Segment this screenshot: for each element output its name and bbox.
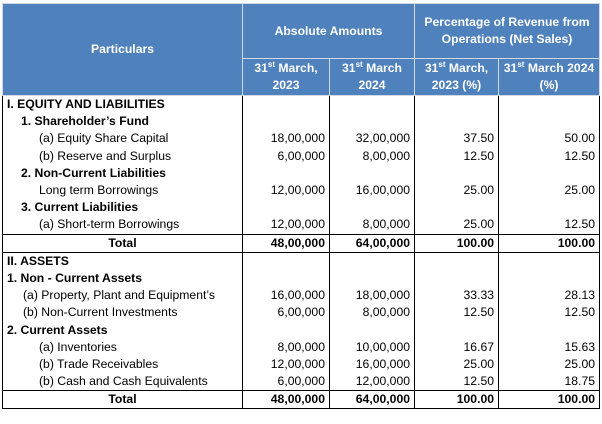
percent-2024: 12.50 [499, 148, 600, 165]
amount-2023: 6,00,000 [243, 148, 330, 165]
amount-2024: 8,00,000 [330, 148, 415, 165]
total-percent-2023: 100.00 [415, 234, 499, 252]
total-percent-2024: 100.00 [499, 391, 600, 409]
amount-2023: 6,00,000 [243, 304, 330, 321]
total-amount-2023: 48,00,000 [243, 391, 330, 409]
amount-2024: 8,00,000 [330, 216, 415, 234]
section-heading: II. ASSETS [3, 252, 243, 270]
amount-2024: 12,00,000 [330, 373, 415, 391]
amount-2023: 16,00,000 [243, 287, 330, 304]
percent-2023: 37.50 [415, 130, 499, 147]
common-size-balance-sheet-table [2, 3, 600, 409]
amount-2023: 18,00,000 [243, 130, 330, 147]
percent-2023: 33.33 [415, 287, 499, 304]
header-percentage-revenue: Percentage of Revenue from Operations (Net Sales) [415, 4, 600, 59]
percent-2024: 15.63 [499, 339, 600, 356]
percent-2023: 12.50 [415, 148, 499, 165]
total-amount-2023: 48,00,000 [243, 234, 330, 252]
total-percent-2024: 100.00 [499, 234, 600, 252]
table-row [3, 287, 600, 304]
row-label: (a) Short-term Borrowings [3, 216, 243, 234]
table-row [3, 182, 600, 199]
amount-2023: 6,00,000 [243, 373, 330, 391]
table-row [3, 270, 600, 287]
total-amount-2024: 64,00,000 [330, 234, 415, 252]
amount-2023: 12,00,000 [243, 356, 330, 373]
sub-heading: 3. Current Liabilities [3, 199, 243, 216]
row-label: (a) Property, Plant and Equipment’s [3, 287, 243, 304]
row-label: (b) Non-Current Investments [3, 304, 243, 321]
table-row [3, 373, 600, 391]
percent-2024: 28.13 [499, 287, 600, 304]
sub-heading: 2. Non-Current Liabilities [3, 165, 243, 182]
percent-2024: 25.00 [499, 356, 600, 373]
amount-2024: 18,00,000 [330, 287, 415, 304]
table-row [3, 252, 600, 270]
table-row [3, 216, 600, 234]
row-label: Long term Borrowings [3, 182, 243, 199]
row-label: (a) Inventories [3, 339, 243, 356]
sub-heading: 2. Current Assets [3, 321, 243, 338]
table-row [3, 148, 600, 165]
total-row [3, 391, 600, 409]
amount-2023: 12,00,000 [243, 182, 330, 199]
amount-2023: 8,00,000 [243, 339, 330, 356]
table-row [3, 199, 600, 216]
amount-2024: 32,00,000 [330, 130, 415, 147]
amount-2024: 8,00,000 [330, 304, 415, 321]
amount-2024: 16,00,000 [330, 356, 415, 373]
row-label: (b) Cash and Cash Equivalents [3, 373, 243, 391]
table-row [3, 113, 600, 130]
row-label: (a) Equity Share Capital [3, 130, 243, 147]
table-row [3, 304, 600, 321]
table-row [3, 165, 600, 182]
percent-2023: 25.00 [415, 216, 499, 234]
table-row [3, 96, 600, 114]
sub-heading: 1. Non - Current Assets [3, 270, 243, 287]
header-particulars: Particulars [3, 4, 243, 96]
percent-2023: 12.50 [415, 373, 499, 391]
table-row [3, 130, 600, 147]
total-percent-2023: 100.00 [415, 391, 499, 409]
percent-2024: 12.50 [499, 216, 600, 234]
percent-2024: 50.00 [499, 130, 600, 147]
header-col-pct-2023: 31st March, 2023 (%) [415, 59, 499, 96]
percent-2023: 25.00 [415, 182, 499, 199]
amount-2023: 12,00,000 [243, 216, 330, 234]
total-amount-2024: 64,00,000 [330, 391, 415, 409]
percent-2023: 16.67 [415, 339, 499, 356]
amount-2024: 16,00,000 [330, 182, 415, 199]
sub-heading: 1. Shareholder’s Fund [3, 113, 243, 130]
percent-2023: 12.50 [415, 304, 499, 321]
table-row [3, 339, 600, 356]
header-col-2023: 31st March, 2023 [243, 59, 330, 96]
percent-2023: 25.00 [415, 356, 499, 373]
section-heading: I. EQUITY AND LIABILITIES [3, 96, 243, 114]
header-col-2024: 31st March 2024 [330, 59, 415, 96]
table-row [3, 356, 600, 373]
percent-2024: 12.50 [499, 304, 600, 321]
total-label: Total [3, 391, 243, 409]
row-label: (b) Trade Receivables [3, 356, 243, 373]
total-label: Total [3, 234, 243, 252]
percent-2024: 18.75 [499, 373, 600, 391]
row-label: (b) Reserve and Surplus [3, 148, 243, 165]
header-absolute-amounts: Absolute Amounts [243, 4, 415, 59]
percent-2024: 25.00 [499, 182, 600, 199]
table-row [3, 321, 600, 338]
amount-2024: 10,00,000 [330, 339, 415, 356]
header-col-pct-2024: 31st March 2024 (%) [499, 59, 600, 96]
total-row [3, 234, 600, 252]
